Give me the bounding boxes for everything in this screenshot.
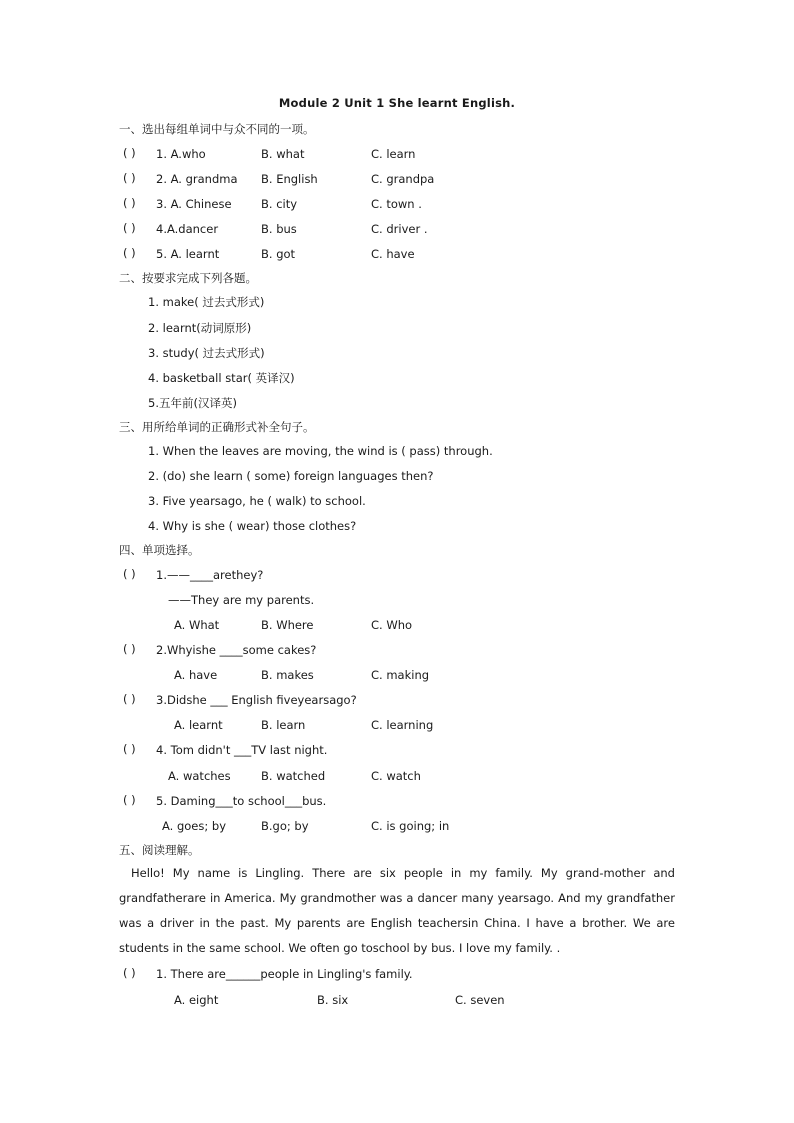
option-c: C. Who	[371, 618, 413, 632]
option-a: A. What	[174, 618, 220, 632]
reading-passage: Hello! My name is Lingling. There are six people in my family. My grand-mother and grandfatherare in America. My grandmother was a dancer many yearsago. And my grandfather was a driver in the past. My parents are English teachersin China. I have a brother. We are students in the same school. We often go toschool by bus. I love my family. .	[119, 866, 675, 955]
option-b: B. learn	[261, 718, 306, 732]
section3-item-2: 2. (do) she learn ( some) foreign languages then?	[148, 469, 434, 483]
section3-item-1: 1. When the leaves are moving, the wind is ( pass) through.	[148, 444, 493, 458]
option-a: A. have	[174, 668, 218, 682]
question-text: 1. A.who	[156, 147, 206, 161]
option-c: C. learn	[371, 147, 416, 161]
section2-item-2: 2. learnt(动词原形)	[148, 321, 252, 335]
option-b: B. bus	[261, 222, 297, 236]
section2-item-4: 4. basketball star( 英译汉)	[148, 371, 295, 385]
section3-heading: 三、用所给单词的正确形式补全句子。	[119, 420, 315, 434]
question-text: 5. A. learnt	[156, 247, 220, 261]
question-text: 5. Daming___to school___bus.	[156, 794, 327, 808]
option-a: A. learnt	[174, 718, 223, 732]
question-text: 4. Tom didn't ___TV last night.	[156, 743, 328, 757]
question-text: 2. A. grandma	[156, 172, 238, 186]
question-text: 1.——____arethey?	[156, 568, 264, 582]
section4-heading: 四、单项选择。	[119, 543, 200, 557]
answer-bracket: ( )	[123, 742, 136, 756]
option-c: C. watch	[371, 769, 421, 783]
option-a: A. goes; by	[162, 819, 227, 833]
option-b: B. Where	[261, 618, 314, 632]
section3-item-3: 3. Five yearsago, he ( walk) to school.	[148, 494, 366, 508]
option-c: C. driver .	[371, 222, 428, 236]
option-a: A. eight	[174, 993, 219, 1007]
section2-item-1: 1. make( 过去式形式)	[148, 295, 265, 309]
page-title: Module 2 Unit 1 She learnt English.	[278, 96, 516, 110]
option-b: B. city	[261, 197, 298, 211]
option-c: C. is going; in	[371, 819, 450, 833]
question-text: 4.A.dancer	[156, 222, 219, 236]
option-b: B. six	[317, 993, 349, 1007]
section2-heading: 二、按要求完成下列各题。	[119, 271, 257, 285]
option-b: B. what	[261, 147, 305, 161]
section2-item-3: 3. study( 过去式形式)	[148, 346, 265, 360]
question-text: 2.Whyishe ____some cakes?	[156, 643, 317, 657]
section5-heading: 五、阅读理解。	[119, 843, 200, 857]
answer-bracket: ( )	[123, 196, 136, 210]
answer-bracket: ( )	[123, 146, 136, 160]
answer-bracket: ( )	[123, 966, 136, 980]
answer-bracket: ( )	[123, 171, 136, 185]
answer-bracket: ( )	[123, 246, 136, 260]
answer-bracket: ( )	[123, 642, 136, 656]
answer-bracket: ( )	[123, 221, 136, 235]
option-c: C. have	[371, 247, 415, 261]
option-b: B.go; by	[261, 819, 309, 833]
option-c: C. seven	[455, 993, 505, 1007]
option-c: C. learning	[371, 718, 434, 732]
option-b: B. watched	[261, 769, 326, 783]
option-a: A. watches	[168, 769, 231, 783]
option-b: B. English	[261, 172, 318, 186]
answer-bracket: ( )	[123, 692, 136, 706]
dialogue-answer: ——They are my parents.	[168, 593, 315, 607]
option-c: C. town .	[371, 197, 422, 211]
question-text: 1. There are______people in Lingling's family.	[156, 967, 413, 981]
question-text: 3. A. Chinese	[156, 197, 232, 211]
answer-bracket: ( )	[123, 567, 136, 581]
option-c: C. grandpa	[371, 172, 435, 186]
answer-bracket: ( )	[123, 793, 136, 807]
option-b: B. got	[261, 247, 296, 261]
section3-item-4: 4. Why is she ( wear) those clothes?	[148, 519, 357, 533]
section1-heading: 一、选出每组单词中与众不同的一项。	[119, 122, 315, 136]
section2-item-5: 5.五年前(汉译英)	[148, 396, 237, 410]
question-text: 3.Didshe ___ English fiveyearsago?	[156, 693, 357, 707]
option-b: B. makes	[261, 668, 314, 682]
option-c: C. making	[371, 668, 430, 682]
